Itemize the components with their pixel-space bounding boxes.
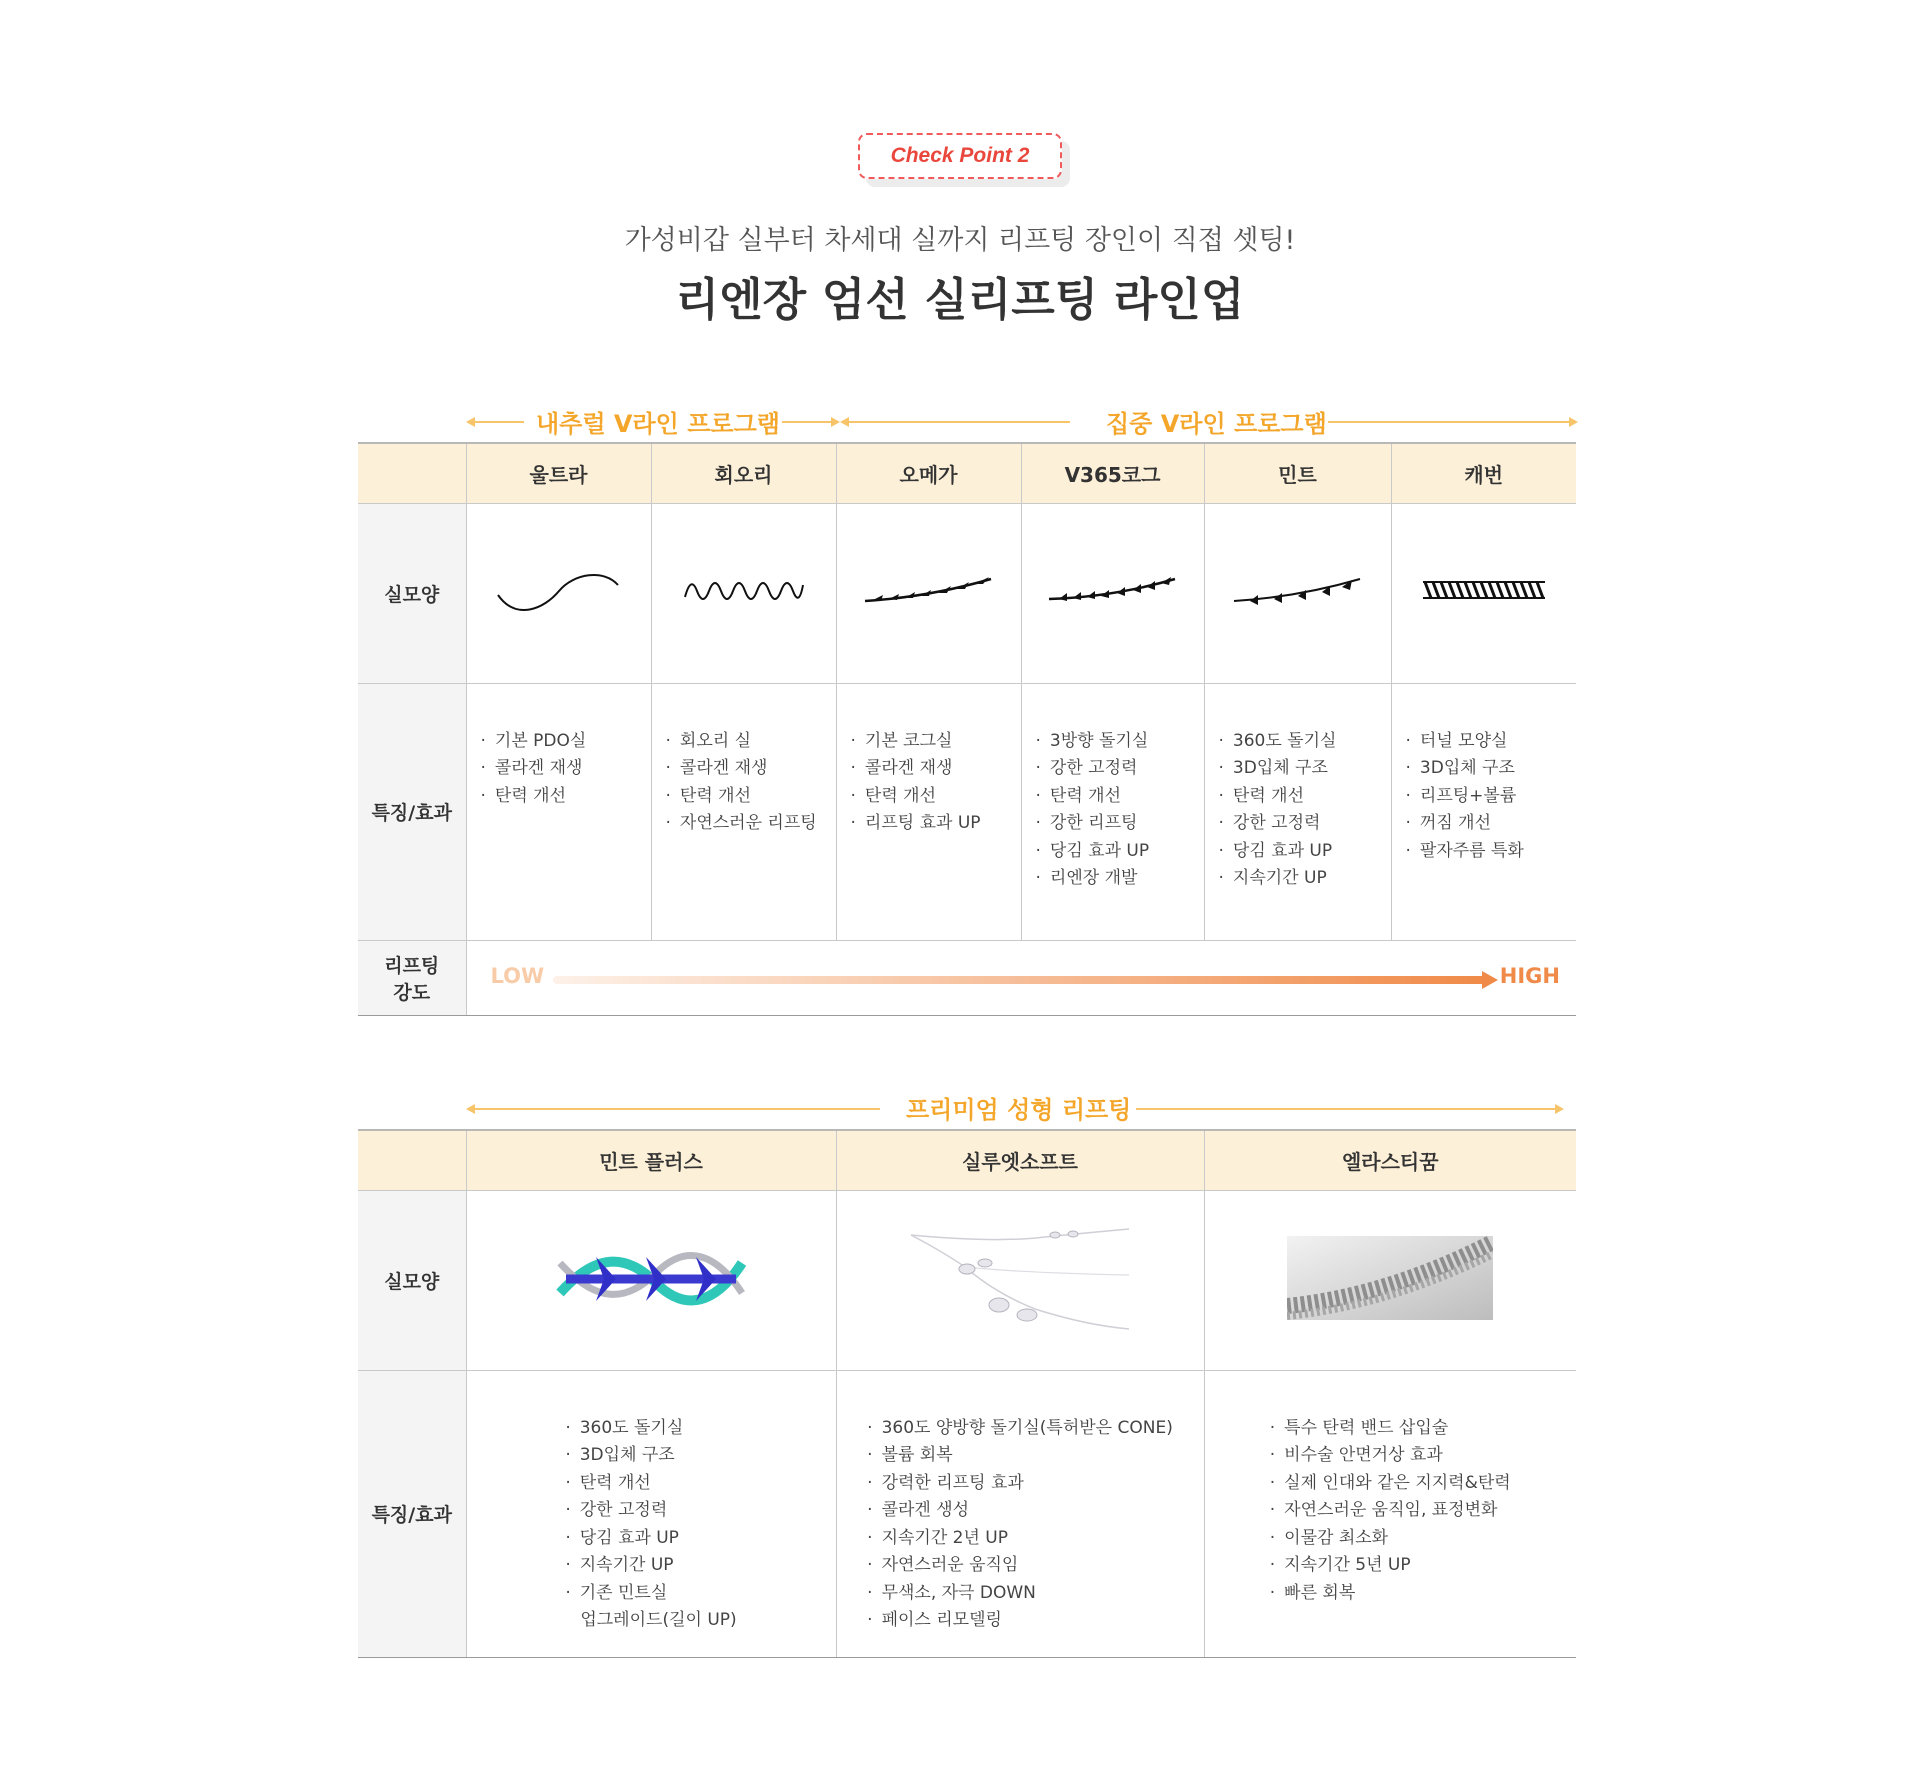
feature-item: · 3D입체 구조 bbox=[565, 1442, 736, 1470]
col-header: 울트라 bbox=[466, 443, 651, 503]
feature-item: · 탄력 개선 bbox=[851, 783, 981, 811]
feature-cell bbox=[836, 683, 1021, 940]
lineup-table-2 bbox=[358, 1129, 1576, 1658]
feature-list bbox=[666, 728, 817, 838]
feature-item: · 비수술 안면거상 효과 bbox=[1270, 1442, 1511, 1470]
feature-list bbox=[867, 1415, 1173, 1635]
feature-cell bbox=[651, 683, 836, 940]
feature-item: · 콜라겐 생성 bbox=[867, 1497, 1173, 1525]
feature-item: · 360도 돌기실 bbox=[565, 1415, 736, 1443]
row-header-feature: 특징/효과 bbox=[358, 1370, 466, 1657]
row-header-feature: 특징/효과 bbox=[358, 683, 466, 940]
feature-item: · 볼륨 회복 bbox=[867, 1442, 1173, 1470]
intensity-gradient-bar bbox=[553, 976, 1489, 984]
feature-item: · 지속기간 2년 UP bbox=[867, 1525, 1173, 1553]
feature-item: · 강한 고정력 bbox=[1219, 810, 1337, 838]
row-header-intensity bbox=[358, 940, 466, 1015]
silhouette-soft-thread-icon bbox=[836, 1190, 1204, 1370]
feature-item: · 강한 고정력 bbox=[1036, 755, 1150, 783]
feature-item: · 리프팅 효과 UP bbox=[851, 810, 981, 838]
feature-item: · 강한 리프팅 bbox=[1036, 810, 1150, 838]
feature-item: · 기본 PDO실 bbox=[481, 728, 587, 756]
spiral-thread-icon bbox=[651, 503, 836, 683]
feature-item: · 콜라겐 재생 bbox=[481, 755, 587, 783]
col-header: V365코그 bbox=[1021, 443, 1204, 503]
col-header: 엘라스티꿈 bbox=[1204, 1130, 1576, 1190]
feature-item: · 회오리 실 bbox=[666, 728, 817, 756]
feature-item: · 자연스러운 움직임 bbox=[867, 1552, 1173, 1580]
elasti-kkum-thread-icon bbox=[1204, 1190, 1576, 1370]
feature-item-continued: 업그레이드(길이 UP) bbox=[580, 1610, 737, 1630]
omega-thread-icon bbox=[836, 503, 1021, 683]
intensity-label-1: 리프팅 bbox=[384, 954, 440, 977]
feature-cell bbox=[1021, 683, 1204, 940]
header-corner bbox=[358, 1130, 466, 1190]
feature-item: · 강력한 리프팅 효과 bbox=[867, 1470, 1173, 1498]
v365-cog-thread-icon bbox=[1021, 503, 1204, 683]
feature-list bbox=[481, 728, 587, 811]
feature-item: · 자연스러운 리프팅 bbox=[666, 810, 817, 838]
col-header: 캐번 bbox=[1391, 443, 1576, 503]
premium-right-arrow bbox=[1136, 1108, 1562, 1110]
feature-item: · 꺼짐 개선 bbox=[1406, 810, 1524, 838]
intensity-row bbox=[358, 940, 1576, 1015]
row-header-shape: 실모양 bbox=[358, 503, 466, 683]
feature-item: · 팔자주름 특화 bbox=[1406, 838, 1524, 866]
feature-item: · 당김 효과 UP bbox=[565, 1525, 736, 1553]
col-header: 회오리 bbox=[651, 443, 836, 503]
ultra-thread-icon bbox=[466, 503, 651, 683]
page-subtitle: 가성비갑 실부터 차세대 실까지 리프팅 장인이 직접 셋팅! bbox=[624, 225, 1296, 256]
feature-item: · 터널 모양실 bbox=[1406, 728, 1524, 756]
program-a-label: 내추럴 V라인 프로그램 bbox=[536, 410, 780, 438]
feature-item: · 탄력 개선 bbox=[565, 1470, 736, 1498]
header-corner bbox=[358, 443, 466, 503]
intensity-label-2: 강도 bbox=[393, 981, 431, 1004]
feature-item: · 리엔장 개발 bbox=[1036, 865, 1150, 893]
feature-cell bbox=[836, 1370, 1204, 1657]
intensity-scale bbox=[466, 940, 1576, 1015]
col-header: 실루엣소프트 bbox=[836, 1130, 1204, 1190]
feature-item: · 지속기간 UP bbox=[1219, 865, 1337, 893]
mint-thread-icon bbox=[1204, 503, 1391, 683]
feature-item: · 360도 양방향 돌기실(특허받은 CONE) bbox=[867, 1415, 1173, 1443]
feature-list bbox=[851, 728, 981, 838]
feature-item: · 지속기간 UP bbox=[565, 1552, 736, 1580]
feature-item: · 3D입체 구조 bbox=[1219, 755, 1337, 783]
feature-item: · 기본 코그실 bbox=[851, 728, 981, 756]
lineup-table-1 bbox=[358, 442, 1576, 1016]
row-header-shape: 실모양 bbox=[358, 1190, 466, 1370]
feature-item: · 자연스러운 움직임, 표정변화 bbox=[1270, 1497, 1511, 1525]
col-header: 민트 플러스 bbox=[466, 1130, 836, 1190]
premium-program-label: 프리미엄 성형 리프팅 bbox=[906, 1096, 1132, 1124]
feature-list bbox=[565, 1415, 736, 1635]
program-b-label: 집중 V라인 프로그램 bbox=[1106, 410, 1327, 438]
feature-row bbox=[358, 1370, 1576, 1657]
feature-list bbox=[1270, 1415, 1511, 1608]
feature-item: · 콜라겐 재생 bbox=[666, 755, 817, 783]
intensity-low-label: LOW bbox=[490, 963, 545, 988]
feature-cell bbox=[466, 1370, 836, 1657]
feature-item: · 3방향 돌기실 bbox=[1036, 728, 1150, 756]
feature-item: · 탄력 개선 bbox=[1219, 783, 1337, 811]
intensity-high-label: HIGH bbox=[1499, 963, 1560, 988]
feature-list bbox=[1406, 728, 1524, 866]
badge-wrap bbox=[0, 133, 1920, 179]
feature-item: · 당김 효과 UP bbox=[1219, 838, 1337, 866]
intensity-bar-wrap bbox=[467, 941, 1577, 1015]
page-title: 리엔장 엄선 실리프팅 라인업 bbox=[675, 273, 1245, 326]
feature-row bbox=[358, 683, 1576, 940]
check-point-badge: Check Point 2 bbox=[858, 133, 1062, 179]
feature-item: · 특수 탄력 밴드 삽입술 bbox=[1270, 1415, 1511, 1443]
feature-item: · 기존 민트실 bbox=[565, 1580, 736, 1608]
mint-plus-thread-icon bbox=[466, 1190, 836, 1370]
feature-item: · 빠른 회복 bbox=[1270, 1580, 1511, 1608]
feature-item: · 3D입체 구조 bbox=[1406, 755, 1524, 783]
table-1-header-row bbox=[358, 443, 1576, 503]
program-b-right-arrow bbox=[1328, 421, 1576, 423]
col-header: 민트 bbox=[1204, 443, 1391, 503]
col-header: 오메가 bbox=[836, 443, 1021, 503]
feature-item: · 콜라겐 재생 bbox=[851, 755, 981, 783]
program-a-right-arrow bbox=[782, 421, 838, 423]
feature-cell bbox=[466, 683, 651, 940]
cavern-thread-icon bbox=[1391, 503, 1576, 683]
premium-left-arrow bbox=[468, 1108, 880, 1110]
feature-item: · 탄력 개선 bbox=[481, 783, 587, 811]
table-2-header-row bbox=[358, 1130, 1576, 1190]
feature-item: · 탄력 개선 bbox=[666, 783, 817, 811]
feature-item: · 탄력 개선 bbox=[1036, 783, 1150, 811]
feature-item: · 무색소, 자극 DOWN bbox=[867, 1580, 1173, 1608]
feature-cell bbox=[1204, 1370, 1576, 1657]
feature-item: · 페이스 리모델링 bbox=[867, 1607, 1173, 1635]
intensity-arrow-icon bbox=[1482, 971, 1498, 989]
feature-item: · 리프팅+볼륨 bbox=[1406, 783, 1524, 811]
program-a-left-arrow bbox=[468, 421, 524, 423]
feature-item: · 이물감 최소화 bbox=[1270, 1525, 1511, 1553]
feature-cell bbox=[1204, 683, 1391, 940]
shape-row bbox=[358, 503, 1576, 683]
feature-item: · 지속기간 5년 UP bbox=[1270, 1552, 1511, 1580]
shape-row bbox=[358, 1190, 1576, 1370]
feature-item: · 강한 고정력 bbox=[565, 1497, 736, 1525]
feature-item: · 당김 효과 UP bbox=[1036, 838, 1150, 866]
program-b-left-arrow bbox=[842, 421, 1070, 423]
feature-list bbox=[1219, 728, 1337, 893]
feature-list bbox=[1036, 728, 1150, 893]
feature-item: · 360도 돌기실 bbox=[1219, 728, 1337, 756]
feature-item: · 실제 인대와 같은 지지력&탄력 bbox=[1270, 1470, 1511, 1498]
feature-cell bbox=[1391, 683, 1576, 940]
